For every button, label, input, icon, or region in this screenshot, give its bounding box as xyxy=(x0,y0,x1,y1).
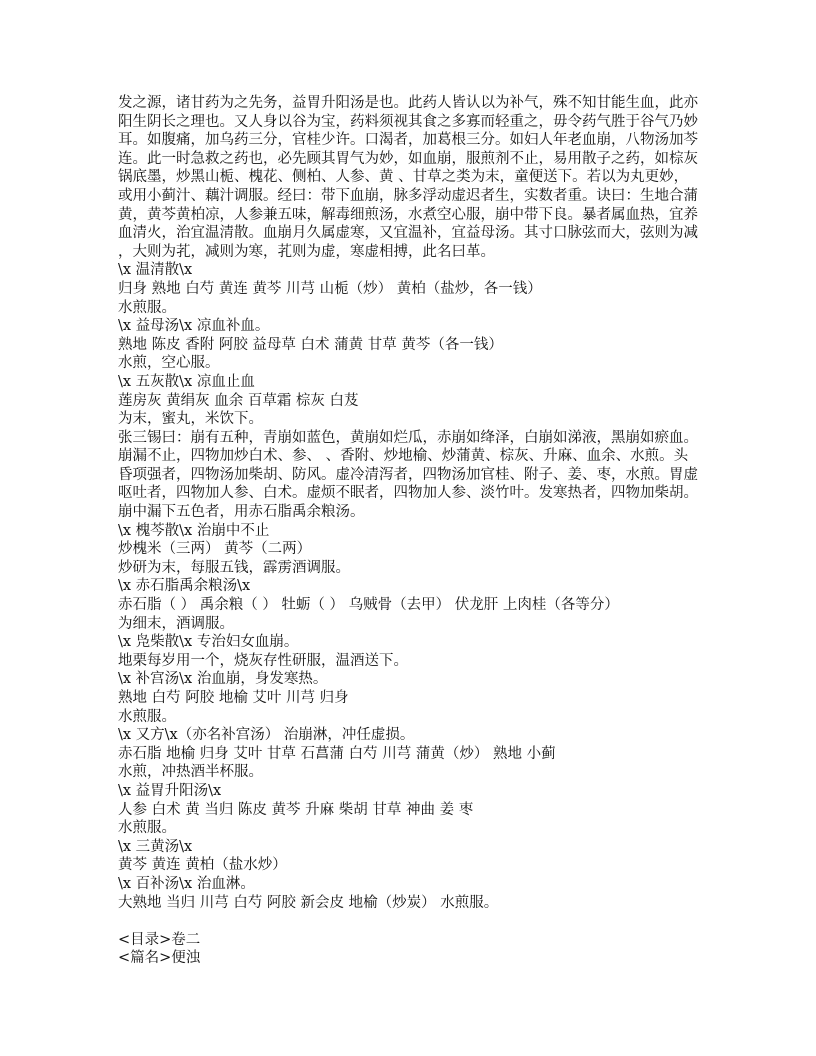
text-line: \x 又方\x（亦名补宫汤） 治崩淋，冲任虚损。 xyxy=(118,727,415,744)
text-line: <目录>卷二 xyxy=(118,931,201,948)
text-line: 张三锡曰：崩有五种，青崩如蓝色，黄崩如烂瓜，赤崩如绛泽，白崩如涕液，黑崩如瘀血。 xyxy=(118,429,698,446)
text-line: 水煎，冲热酒半杯服。 xyxy=(118,764,263,781)
text-line: 血清火，治宜温清散。血崩月久属虚寒，又宜温补，宜益母汤。其寸口脉弦而大，弦则为减 xyxy=(118,225,698,242)
text-line xyxy=(118,912,718,931)
text-line: 莲房灰 黄绢灰 血余 百草霜 棕灰 白芨 xyxy=(118,392,359,409)
text-line: 耳。如腹痛，加乌药三分，官桂少许。口渴者，加葛根三分。如妇人年老血崩，八物汤加芩 xyxy=(118,132,698,149)
text-line: \x 赤石脂禹余粮汤\x xyxy=(118,578,251,595)
text-line: 水煎服。 xyxy=(118,820,176,837)
text-line: 大熟地 当归 川芎 白芍 阿胶 新会皮 地榆（炒炭） 水煎服。 xyxy=(118,894,499,911)
text-line: 发之源，诸甘药为之先务，益胃升阳汤是也。此药人皆认以为补气，殊不知甘能生血，此亦 xyxy=(118,95,698,111)
text-line: \x 百补汤\x 治血淋。 xyxy=(118,875,255,892)
text-line: 熟地 陈皮 香附 阿胶 益母草 白术 蒲黄 甘草 黄芩（各一钱） xyxy=(118,336,503,353)
text-line: 昏项强者，四物汤加柴胡、防风。虚冷清泻者，四物汤加官桂、附子、姜、枣，水煎。胃虚 xyxy=(118,466,698,483)
text-line: 呕吐者，四物加人参、白术。虚烦不眠者，四物加人参、淡竹叶。发寒热者，四物加柴胡。 xyxy=(118,485,698,502)
text-line: \x 益母汤\x 凉血补血。 xyxy=(118,318,270,335)
text-line: 崩中漏下五色者，用赤石脂禹余粮汤。 xyxy=(118,504,365,521)
text-line: 连。此一时急救之药也，必先顾其胃气为妙，如血崩，服煎剂不止，易用散子之药，如棕灰 xyxy=(118,150,698,167)
text-line: 或用小蓟汁、藕汁调服。经曰：带下血崩，脉多浮动虚迟者生，实数者重。诀曰：生地合蒲 xyxy=(118,187,698,204)
text-line: 地栗每岁用一个，烧灰存性研服，温酒送下。 xyxy=(118,652,408,669)
text-line: 赤石脂 地榆 归身 艾叶 甘草 石菖蒲 白芍 川芎 蒲黄（炒） 熟地 小蓟 xyxy=(118,745,556,762)
text-line: \x 温清散\x xyxy=(118,262,193,279)
text-line: \x 凫柴散\x 专治妇女血崩。 xyxy=(118,634,299,651)
text-line: 归身 熟地 白芍 黄连 黄芩 川芎 山栀（炒） 黄柏（盐炒，各一钱） xyxy=(118,280,542,297)
text-line: 阳生阴长之理也。又人身以谷为宝，药料须视其食之多寡而轻重之，毋令药气胜于谷气乃妙 xyxy=(118,113,698,130)
text-line: 为细末，酒调服。 xyxy=(118,615,234,632)
text-line: 崩漏不止，四物加炒白术、参、 、香附、炒地榆、炒蒲黄、棕灰、升麻、血余、水煎。头 xyxy=(118,448,689,465)
text-line: 人参 白术 黄 当归 陈皮 黄芩 升麻 柴胡 甘草 神曲 姜 枣 xyxy=(118,801,474,818)
text-line: \x 益胃升阳汤\x xyxy=(118,782,222,799)
text-line: 炒研为末，每服五钱，霹雳酒调服。 xyxy=(118,559,350,576)
text-line: 锅底墨，炒黑山栀、槐花、侧柏、人参、黄 、甘草之类为末，童便送下。若以为丸更妙， xyxy=(118,169,689,186)
text-line: 黄，黄芩黄柏凉，人参兼五味，解毒细煎汤，水煮空心服，崩中带下良。暴者属血热，宜养 xyxy=(118,206,698,223)
text-line: \x 补宫汤\x 治血崩，身发寒热。 xyxy=(118,671,328,688)
document-page xyxy=(118,94,718,968)
text-line: \x 三黄汤\x xyxy=(118,838,193,855)
text-line: 水煎服。 xyxy=(118,299,176,316)
text-line: \x 槐芩散\x 治崩中不止 xyxy=(118,522,270,539)
text-line: 熟地 白芍 阿胶 地榆 艾叶 川芎 归身 xyxy=(118,690,349,706)
text-line: \x 五灰散\x 凉血止血 xyxy=(118,373,255,390)
text-line: 水煎，空心服。 xyxy=(118,355,220,372)
text-line: <篇名>便浊 xyxy=(118,950,201,967)
text-line: 水煎服。 xyxy=(118,708,176,725)
text-line: 炒槐米（三两） 黄芩（二两） xyxy=(118,541,312,558)
text-line: ，大则为芤，减则为寒，芤则为虚，寒虚相搏，此名曰革。 xyxy=(118,243,495,260)
text-line: 为末，蜜丸，米饮下。 xyxy=(118,411,263,428)
text-line: 黄芩 黄连 黄柏（盐水炒） xyxy=(118,857,287,874)
text-line: 赤石脂（ ） 禹余粮（ ） 牡蛎（ ） 乌贼骨（去甲） 伏龙肝 上肉桂（各等分） xyxy=(118,597,619,614)
